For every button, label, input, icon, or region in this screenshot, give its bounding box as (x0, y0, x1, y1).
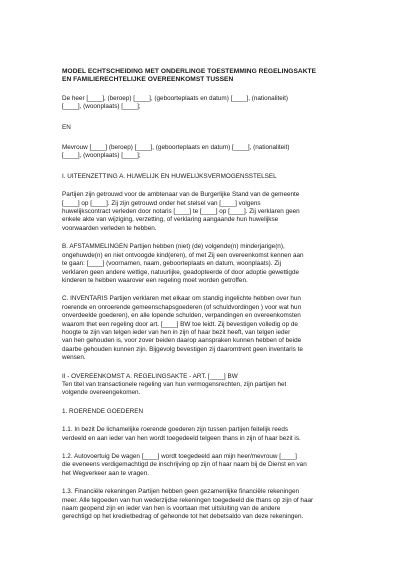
text-line: B. AFSTAMMELINGEN Partijen hebben (niet) (de) volgende(n) minderjarige(n), (62, 243, 285, 251)
text-line: C. INVENTARIS Partijen verklaren met elkaar om standig ingelichte hebben over hun (62, 295, 301, 303)
text-line: naam geopend zijn en ieder van hen is voortaan met uitsluiting van de andere (62, 505, 281, 513)
and-label: EN (62, 123, 71, 131)
text-line: waarom thet een regeling door art. [____] BW toe leidt. Zij bevestigen volledig op de (62, 320, 298, 328)
section-c-paragraph (62, 295, 361, 362)
text-line: daarbe gehouden kunnen zijn. Bijgevolg bevestigen zij daaromtrent geen inventaris te (62, 345, 303, 353)
title-line-2: EN FAMILIERECHTELIJKE OVEREENKOMST TUSSEN (62, 76, 234, 84)
section-2-heading (62, 373, 361, 398)
text-line: die eveneens verdigemachtigd de inschrijving op zijn of haar naam bij de Dienst en van (62, 461, 307, 469)
subsection-1-heading: 1. ROERENDE GOEDEREN (62, 407, 144, 415)
party-2-line-1: Mevrouw [____] (beroep) [____], (geboorteplaats en datum) [____], (nationaliteit) (62, 144, 290, 152)
text-line: wensen. (62, 354, 86, 362)
paragraph-1-1 (62, 426, 361, 443)
text-line: het Wegverkeer aan te vragen. (62, 469, 149, 477)
section-1-heading: I. UITEENZETTING A. HUWELIJK EN HUWELIJKSVERMOGENSSTELSEL (62, 172, 277, 180)
text-line: te gaan: [____] (voornamen, naam, geboorteplaats en datum, woonplaats). Zij (62, 260, 281, 268)
text-line: enkele akte van wijziging, verzetting, of verklaring aangaande hun huwelijkse (62, 216, 279, 224)
paragraph-1-2 (62, 453, 361, 478)
party-1-line-2: [____], (woonplaats) [____]; (62, 103, 141, 111)
text-line: huwelijkscontract verleden door notaris [____] te [____] op [____]. Zij verklaren geen (62, 208, 300, 216)
text-line: II - OVEREENKOMST A. REGELINGSAKTE - ART. [____] BW (62, 372, 238, 380)
text-line: 1.3. Financiële rekeningen Partijen hebben geen gezamenlijke financiële rekeningen (62, 488, 299, 496)
text-line: gerechtigd op het kredietbedrag of geheonde tot het debetsaldo van deze rekeningen. (62, 513, 304, 521)
text-line: Ten titel van transactionele regeling van hun vermogensrechten, zijn partijen het (62, 380, 287, 388)
party-1-line-1: De heer [____], (beroep) [____], (geboorteplaats en datum) [____], (nationaliteit) (62, 94, 289, 102)
text-line: verdeeld en aan ieder van hen wordt toegedeeld telgeen thans in zijn of haar bezit is. (62, 434, 301, 442)
text-line: kinderen te hebben waarover een regeling moet worden getroffen. (62, 276, 248, 284)
party-2-line-2: [____], (woonplaats) [____]; (62, 152, 141, 160)
text-line: verklaren geen andere wettige, natuurlijke, geadopteerde of door adoptie gewettigde (62, 268, 299, 276)
text-line: voorwaarden verleden te hebben. (62, 224, 157, 232)
section-b-paragraph (62, 243, 361, 285)
text-line: Partijen zijn getrouwd voor de ambtenaar van de Burgerlijke Stand van de gemeente (62, 191, 300, 199)
text-line: volgende overeengekomen. (62, 389, 141, 397)
text-line: meer. Alle tegoeden van hun wederzijdse rekeningen toegedeeld die thans op zijn of haar (62, 496, 314, 504)
text-line: van hen gehouden is, voor zover beiden daarop aanspraken kunnen hebben of beide (62, 337, 302, 345)
paragraph-1-3 (62, 488, 361, 522)
text-line: ongehuwde(n) en niet ontvoogde kind(eren), of met Zij een overeenkomst kennen aan (62, 251, 304, 259)
party-1 (62, 95, 361, 112)
document-title (62, 68, 361, 85)
text-line: onverdeelde goederen), en alle lopende schulden, verpandingen en overeenkomsten (62, 312, 301, 320)
text-line: 1.1. In bezit De lichamelijke roerende goederen zijn tussen partijen feitelijk reeds (62, 426, 289, 434)
text-line: hoogte te zijn van telgen ieder van hen in zijn of haar bezit heeft, van telgen ieder (62, 328, 291, 336)
title-line-1: MODEL ECHTSCHEIDING MET ONDERLINGE TOESTEMMING REGELINGSAKTE (62, 68, 317, 75)
text-line: 1.2. Autovoertuig De wagen [____] wordt toegedeeld aan mijn heer/mevrouw [____] (62, 453, 297, 460)
text-line: roerende en onroerende gemeenschapsgoederen (of schuldvordingen ) voor wat hun (62, 303, 302, 311)
section-1-paragraph (62, 191, 361, 233)
text-line: [____] op [____]. Zij zijn getrouwd onder het stelsel van [____] volgens (62, 199, 261, 207)
party-2 (62, 144, 361, 161)
